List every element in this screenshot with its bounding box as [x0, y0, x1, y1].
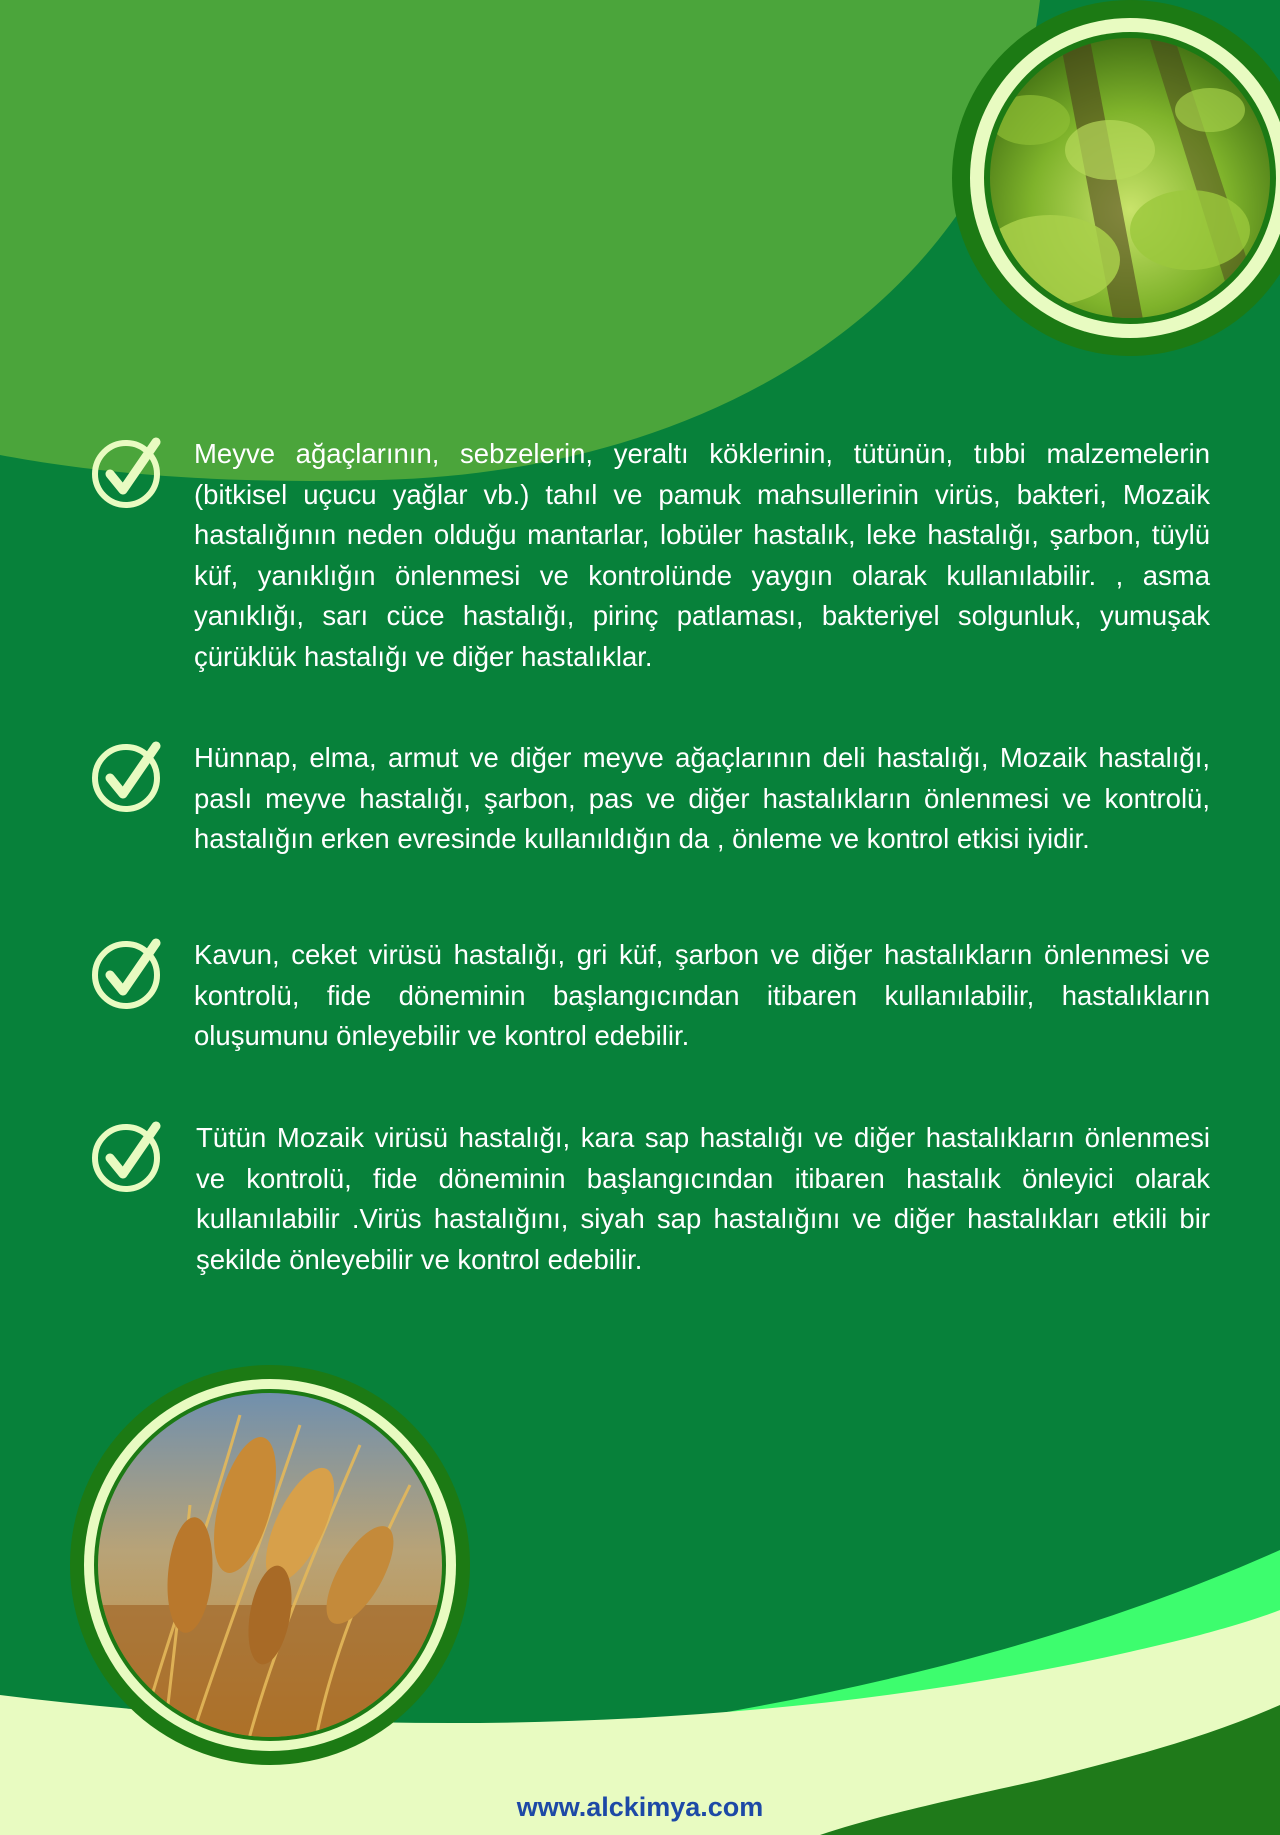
item-text: Kavun, ceket virüsü hastalığı, gri küf, şarbon ve diğer hastalıkların önlenmesi ve kontrolü, fide döneminin başlangıcından itibaren kullanılabilir, hastalıkların oluşumunu önleyebilir ve kontrol edebilir. [194, 939, 1210, 1051]
item-text: Hünnap, elma, armut ve diğer meyve ağaçlarının deli hastalığı, Mozaik hastalığı, paslı meyve hastalığı, şarbon, pas ve diğer hastalıkların önlenmesi ve kontrolü, hastalığın erken evresinde kullanıldığın da , önleme ve kontrol etkisi iyidir. [194, 742, 1210, 854]
website-link[interactable]: www.alckimya.com [516, 1792, 764, 1822]
bottom-photo [70, 1355, 490, 1775]
check-circle-icon [90, 434, 166, 510]
check-circle-icon [90, 1118, 166, 1194]
top-photo [940, 0, 1280, 360]
item-text: Meyve ağaçlarının, sebzelerin, yeraltı köklerinin, tütünün, tıbbi malzemelerin (bitkisel uçucu yağlar vb.) tahıl ve pamuk mahsullerinin virüs, bakteri, Mozaik hastalığının neden olduğu mantarlar, lobüler hastalık, leke hastalığı, şarbon, tüylü küf, yanıklığın önlenmesi ve kontrolünde yaygın olarak kullanılabilir. , asma yanıklığı, sarı cüce hastalığı, pirinç patlaması, bakteriyel solgunluk, yumuşak çürüklük hastalığı ve diğer hastalıklar. [194, 438, 1210, 672]
check-circle-icon [90, 935, 166, 1011]
check-circle-icon [90, 738, 166, 814]
item-text: Tütün Mozaik virüsü hastalığı, kara sap hastalığı ve diğer hastalıkların önlenmesi ve kontrolü, fide döneminin başlangıcından itibaren hastalık önleyici olarak kullanılabilir .Virüs hastalığını, siyah sap hastalığını ve diğer hastalıkları etkili bir şekilde önleyebilir ve kontrol edebilir. [196, 1122, 1210, 1275]
list-item [90, 434, 1210, 677]
list-item [90, 1118, 1210, 1280]
list-item [90, 738, 1210, 860]
list-item [90, 935, 1210, 1057]
